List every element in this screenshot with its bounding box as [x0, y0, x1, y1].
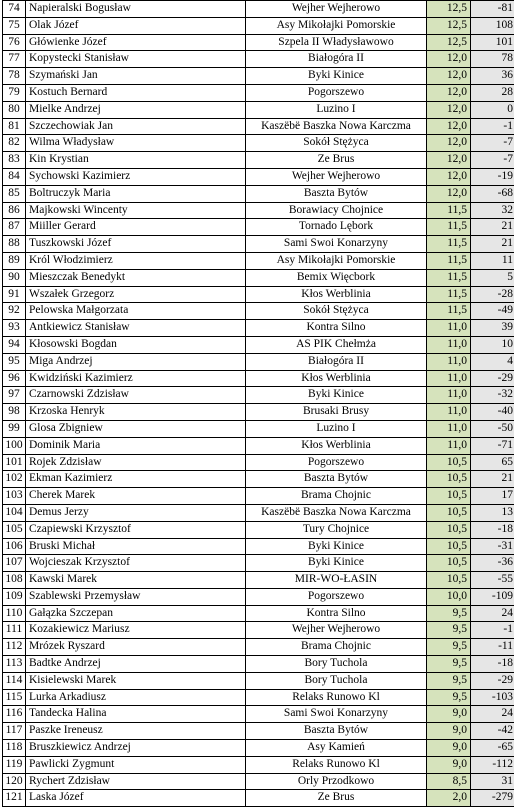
results-table-body [3, 1, 514, 807]
team-name-cell: Białogóra II [246, 353, 427, 370]
table-row [3, 101, 514, 118]
player-name-cell: Demus Jerzy [26, 504, 246, 521]
team-name-cell: Brusaki Brusy [246, 404, 427, 421]
difference-cell: -36 [471, 555, 514, 572]
score-cell: 9,5 [427, 622, 471, 639]
player-name-cell: Kwidziński Kazimierz [26, 370, 246, 387]
table-row [3, 689, 514, 706]
rank-cell: 89 [3, 252, 26, 269]
table-row [3, 706, 514, 723]
table-row [3, 572, 514, 589]
player-name-cell: Kisielewski Marek [26, 672, 246, 689]
difference-cell: -109 [471, 588, 514, 605]
rank-cell: 76 [3, 34, 26, 51]
player-name-cell: Boltruczyk Maria [26, 185, 246, 202]
team-name-cell: Wejher Wejherowo [246, 622, 427, 639]
score-cell: 9,0 [427, 706, 471, 723]
team-name-cell: Bory Tuchola [246, 672, 427, 689]
player-name-cell: Kopystecki Stanisław [26, 51, 246, 68]
rank-cell: 98 [3, 404, 26, 421]
difference-cell: -1 [471, 622, 514, 639]
table-row [3, 286, 514, 303]
score-cell: 9,0 [427, 723, 471, 740]
rank-cell: 106 [3, 538, 26, 555]
rank-cell: 83 [3, 152, 26, 169]
score-cell: 12,0 [427, 84, 471, 101]
difference-cell: -112 [471, 756, 514, 773]
rank-cell: 120 [3, 773, 26, 790]
rank-cell: 103 [3, 488, 26, 505]
player-name-cell: Wilma Władysław [26, 135, 246, 152]
team-name-cell: Kłos Werblinia [246, 437, 427, 454]
team-name-cell: Sami Swoi Konarzyny [246, 236, 427, 253]
difference-cell: -18 [471, 521, 514, 538]
score-cell: 9,5 [427, 689, 471, 706]
rank-cell: 102 [3, 471, 26, 488]
score-cell: 12,5 [427, 34, 471, 51]
rank-cell: 108 [3, 572, 26, 589]
table-row [3, 118, 514, 135]
team-name-cell: Relaks Runowo Kl [246, 689, 427, 706]
player-name-cell: Pawlicki Zygmunt [26, 756, 246, 773]
difference-cell: 17 [471, 488, 514, 505]
score-cell: 11,0 [427, 370, 471, 387]
team-name-cell: Wejher Wejherowo [246, 168, 427, 185]
table-row [3, 588, 514, 605]
team-name-cell: Byki Kinice [246, 555, 427, 572]
player-name-cell: Paszke Ireneusz [26, 723, 246, 740]
player-name-cell: Miga Andrzej [26, 353, 246, 370]
difference-cell: 24 [471, 605, 514, 622]
rank-cell: 81 [3, 118, 26, 135]
rank-cell: 109 [3, 588, 26, 605]
table-row [3, 353, 514, 370]
difference-cell: 10 [471, 336, 514, 353]
player-name-cell: Czarnowski Zdzisław [26, 387, 246, 404]
rank-cell: 117 [3, 723, 26, 740]
team-name-cell: Baszta Bytów [246, 723, 427, 740]
difference-cell: 36 [471, 68, 514, 85]
difference-cell: 21 [471, 236, 514, 253]
player-name-cell: Rychert Zdzisław [26, 773, 246, 790]
table-row [3, 437, 514, 454]
team-name-cell: Orly Przodkowo [246, 773, 427, 790]
rank-cell: 113 [3, 656, 26, 673]
score-cell: 11,5 [427, 269, 471, 286]
rank-cell: 116 [3, 706, 26, 723]
player-name-cell: Olak Józef [26, 17, 246, 34]
table-row [3, 790, 514, 807]
rank-cell: 94 [3, 336, 26, 353]
rank-cell: 92 [3, 303, 26, 320]
player-name-cell: Mielke Andrzej [26, 101, 246, 118]
team-name-cell: Sokół Stężyca [246, 303, 427, 320]
rank-cell: 77 [3, 51, 26, 68]
score-cell: 2,0 [427, 790, 471, 807]
difference-cell: 31 [471, 773, 514, 790]
team-name-cell: Szpela II Władysławowo [246, 34, 427, 51]
player-name-cell: Czapiewski Krzysztof [26, 521, 246, 538]
rank-cell: 96 [3, 370, 26, 387]
table-row [3, 68, 514, 85]
rank-cell: 88 [3, 236, 26, 253]
table-row [3, 740, 514, 757]
table-row [3, 723, 514, 740]
difference-cell: 4 [471, 353, 514, 370]
rank-cell: 110 [3, 605, 26, 622]
team-name-cell: Luzino I [246, 420, 427, 437]
score-cell: 12,0 [427, 51, 471, 68]
player-name-cell: Tandecka Halina [26, 706, 246, 723]
difference-cell: -42 [471, 723, 514, 740]
table-row [3, 370, 514, 387]
team-name-cell: Byki Kinice [246, 538, 427, 555]
player-name-cell: Kozakiewicz Mariusz [26, 622, 246, 639]
score-cell: 9,0 [427, 756, 471, 773]
difference-cell: 5 [471, 269, 514, 286]
player-name-cell: Laska Józef [26, 790, 246, 807]
rank-cell: 114 [3, 672, 26, 689]
difference-cell: -50 [471, 420, 514, 437]
score-cell: 9,5 [427, 639, 471, 656]
team-name-cell: Kaszëbë Baszka Nowa Karczma [246, 118, 427, 135]
table-row [3, 252, 514, 269]
team-name-cell: AS PIK Chełmża [246, 336, 427, 353]
difference-cell: -68 [471, 185, 514, 202]
player-name-cell: Lurka Arkadiusz [26, 689, 246, 706]
score-cell: 11,5 [427, 286, 471, 303]
player-name-cell: Szczechowiak Jan [26, 118, 246, 135]
team-name-cell: Kontra Silno [246, 605, 427, 622]
table-row [3, 51, 514, 68]
score-cell: 11,0 [427, 404, 471, 421]
player-name-cell: Krzoska Henryk [26, 404, 246, 421]
player-name-cell: Pelowska Małgorzata [26, 303, 246, 320]
rank-cell: 104 [3, 504, 26, 521]
table-row [3, 672, 514, 689]
player-name-cell: Majkowski Wincenty [26, 202, 246, 219]
team-name-cell: Sami Swoi Konarzyny [246, 706, 427, 723]
difference-cell: -29 [471, 370, 514, 387]
table-row [3, 622, 514, 639]
difference-cell: -32 [471, 387, 514, 404]
table-row [3, 471, 514, 488]
rank-cell: 105 [3, 521, 26, 538]
player-name-cell: Szymański Jan [26, 68, 246, 85]
player-name-cell: Cherek Marek [26, 488, 246, 505]
table-row [3, 504, 514, 521]
player-name-cell: Rojek Zdzisław [26, 454, 246, 471]
rank-cell: 121 [3, 790, 26, 807]
rank-cell: 85 [3, 185, 26, 202]
table-row [3, 152, 514, 169]
score-cell: 12,0 [427, 135, 471, 152]
team-name-cell: MIR-WO-ŁASIN [246, 572, 427, 589]
team-name-cell: Ze Brus [246, 790, 427, 807]
rank-cell: 79 [3, 84, 26, 101]
table-row [3, 538, 514, 555]
rank-cell: 74 [3, 1, 26, 18]
difference-cell: 24 [471, 706, 514, 723]
difference-cell: -7 [471, 152, 514, 169]
table-row [3, 656, 514, 673]
team-name-cell: Luzino I [246, 101, 427, 118]
table-row [3, 17, 514, 34]
player-name-cell: Miiller Gerard [26, 219, 246, 236]
team-name-cell: Bemix Więcbork [246, 269, 427, 286]
player-name-cell: Wszałek Grzegorz [26, 286, 246, 303]
rank-cell: 115 [3, 689, 26, 706]
score-cell: 11,0 [427, 437, 471, 454]
team-name-cell: Asy Mikołajki Pomorskie [246, 252, 427, 269]
difference-cell: -103 [471, 689, 514, 706]
rank-cell: 84 [3, 168, 26, 185]
rank-cell: 93 [3, 320, 26, 337]
score-cell: 11,0 [427, 336, 471, 353]
score-cell: 11,5 [427, 219, 471, 236]
difference-cell: -49 [471, 303, 514, 320]
table-row [3, 756, 514, 773]
player-name-cell: Wojcieszak Krzysztof [26, 555, 246, 572]
player-name-cell: Bruszkiewicz Andrzej [26, 740, 246, 757]
team-name-cell: Pogorszewo [246, 454, 427, 471]
difference-cell: 108 [471, 17, 514, 34]
difference-cell: -279 [471, 790, 514, 807]
rank-cell: 118 [3, 740, 26, 757]
rank-cell: 75 [3, 17, 26, 34]
score-cell: 9,0 [427, 740, 471, 757]
team-name-cell: Kontra Silno [246, 320, 427, 337]
team-name-cell: Relaks Runowo Kl [246, 756, 427, 773]
team-name-cell: Ze Brus [246, 152, 427, 169]
player-name-cell: Badtke Andrzej [26, 656, 246, 673]
score-cell: 10,5 [427, 454, 471, 471]
table-row [3, 168, 514, 185]
rank-cell: 91 [3, 286, 26, 303]
player-name-cell: Mrózek Ryszard [26, 639, 246, 656]
player-name-cell: Kostuch Bernard [26, 84, 246, 101]
score-cell: 10,5 [427, 471, 471, 488]
difference-cell: -7 [471, 135, 514, 152]
table-row [3, 185, 514, 202]
table-row [3, 605, 514, 622]
rank-cell: 90 [3, 269, 26, 286]
rank-cell: 80 [3, 101, 26, 118]
player-name-cell: Mieszczak Benedykt [26, 269, 246, 286]
difference-cell: 21 [471, 471, 514, 488]
team-name-cell: Baszta Bytów [246, 471, 427, 488]
difference-cell: -28 [471, 286, 514, 303]
table-row [3, 135, 514, 152]
rank-cell: 119 [3, 756, 26, 773]
score-cell: 11,5 [427, 202, 471, 219]
team-name-cell: Tornado Lębork [246, 219, 427, 236]
score-cell: 10,5 [427, 555, 471, 572]
score-cell: 9,5 [427, 672, 471, 689]
player-name-cell: Kłosowski Bogdan [26, 336, 246, 353]
table-row [3, 420, 514, 437]
score-cell: 10,5 [427, 488, 471, 505]
rank-cell: 111 [3, 622, 26, 639]
difference-cell: -81 [471, 1, 514, 18]
score-cell: 11,0 [427, 353, 471, 370]
table-row [3, 303, 514, 320]
team-name-cell: Tury Chojnice [246, 521, 427, 538]
team-name-cell: Borawiacy Chojnice [246, 202, 427, 219]
player-name-cell: Kin Krystian [26, 152, 246, 169]
rank-cell: 87 [3, 219, 26, 236]
rank-cell: 95 [3, 353, 26, 370]
team-name-cell: Brama Chojnic [246, 488, 427, 505]
player-name-cell: Tuszkowski Józef [26, 236, 246, 253]
rank-cell: 107 [3, 555, 26, 572]
player-name-cell: Dominik Maria [26, 437, 246, 454]
score-cell: 8,5 [427, 773, 471, 790]
player-name-cell: Bruski Michał [26, 538, 246, 555]
player-name-cell: Sychowski Kazimierz [26, 168, 246, 185]
difference-cell: 11 [471, 252, 514, 269]
difference-cell: 78 [471, 51, 514, 68]
score-cell: 11,0 [427, 320, 471, 337]
table-row [3, 454, 514, 471]
player-name-cell: Napieralski Bogusław [26, 1, 246, 18]
score-cell: 9,5 [427, 656, 471, 673]
rank-cell: 78 [3, 68, 26, 85]
rank-cell: 86 [3, 202, 26, 219]
difference-cell: -31 [471, 538, 514, 555]
rank-cell: 112 [3, 639, 26, 656]
team-name-cell: Kaszëbë Baszka Nowa Karczma [246, 504, 427, 521]
team-name-cell: Pogorszewo [246, 84, 427, 101]
team-name-cell: Białogóra II [246, 51, 427, 68]
difference-cell: -19 [471, 168, 514, 185]
table-row [3, 488, 514, 505]
rank-cell: 99 [3, 420, 26, 437]
player-name-cell: Główienke Józef [26, 34, 246, 51]
table-row [3, 269, 514, 286]
team-name-cell: Kłos Werblinia [246, 286, 427, 303]
difference-cell: 32 [471, 202, 514, 219]
team-name-cell: Asy Kamień [246, 740, 427, 757]
rank-cell: 101 [3, 454, 26, 471]
table-row [3, 34, 514, 51]
player-name-cell: Kawski Marek [26, 572, 246, 589]
team-name-cell: Brama Chojnic [246, 639, 427, 656]
table-row [3, 336, 514, 353]
score-cell: 12,0 [427, 68, 471, 85]
score-cell: 10,5 [427, 538, 471, 555]
team-name-cell: Kłos Werblinia [246, 370, 427, 387]
score-cell: 10,0 [427, 588, 471, 605]
difference-cell: -11 [471, 639, 514, 656]
score-cell: 9,5 [427, 605, 471, 622]
score-cell: 12,0 [427, 152, 471, 169]
table-row [3, 387, 514, 404]
score-cell: 12,0 [427, 185, 471, 202]
rank-cell: 97 [3, 387, 26, 404]
difference-cell: -18 [471, 656, 514, 673]
rank-cell: 82 [3, 135, 26, 152]
score-cell: 12,0 [427, 101, 471, 118]
difference-cell: 39 [471, 320, 514, 337]
difference-cell: -29 [471, 672, 514, 689]
table-row [3, 84, 514, 101]
score-cell: 10,5 [427, 504, 471, 521]
table-row [3, 639, 514, 656]
difference-cell: -71 [471, 437, 514, 454]
player-name-cell: Szablewski Przemysław [26, 588, 246, 605]
difference-cell: 101 [471, 34, 514, 51]
score-cell: 12,5 [427, 17, 471, 34]
difference-cell: 65 [471, 454, 514, 471]
difference-cell: 21 [471, 219, 514, 236]
score-cell: 12,0 [427, 118, 471, 135]
score-cell: 11,5 [427, 252, 471, 269]
score-cell: 12,0 [427, 168, 471, 185]
player-name-cell: Gałązka Szczepan [26, 605, 246, 622]
score-cell: 12,5 [427, 1, 471, 18]
team-name-cell: Baszta Bytów [246, 185, 427, 202]
team-name-cell: Byki Kinice [246, 387, 427, 404]
team-name-cell: Pogorszewo [246, 588, 427, 605]
player-name-cell: Ekman Kazimierz [26, 471, 246, 488]
score-cell: 11,5 [427, 236, 471, 253]
difference-cell: 28 [471, 84, 514, 101]
score-cell: 11,0 [427, 387, 471, 404]
team-name-cell: Byki Kinice [246, 68, 427, 85]
table-row [3, 1, 514, 18]
difference-cell: -1 [471, 118, 514, 135]
results-table [2, 0, 514, 807]
player-name-cell: Król Włodzimierz [26, 252, 246, 269]
table-row [3, 404, 514, 421]
difference-cell: -65 [471, 740, 514, 757]
table-row [3, 236, 514, 253]
player-name-cell: Antkiewicz Stanisław [26, 320, 246, 337]
team-name-cell: Sokół Stężyca [246, 135, 427, 152]
table-row [3, 202, 514, 219]
player-name-cell: Glosa Zbigniew [26, 420, 246, 437]
difference-cell: 0 [471, 101, 514, 118]
rank-cell: 100 [3, 437, 26, 454]
team-name-cell: Bory Tuchola [246, 656, 427, 673]
score-cell: 10,5 [427, 521, 471, 538]
table-row [3, 521, 514, 538]
difference-cell: -55 [471, 572, 514, 589]
team-name-cell: Wejher Wejherowo [246, 1, 427, 18]
score-cell: 10,5 [427, 572, 471, 589]
table-row [3, 773, 514, 790]
table-row [3, 555, 514, 572]
table-row [3, 219, 514, 236]
score-cell: 11,0 [427, 420, 471, 437]
score-cell: 11,5 [427, 303, 471, 320]
difference-cell: -40 [471, 404, 514, 421]
team-name-cell: Asy Mikołajki Pomorskie [246, 17, 427, 34]
difference-cell: 13 [471, 504, 514, 521]
table-row [3, 320, 514, 337]
